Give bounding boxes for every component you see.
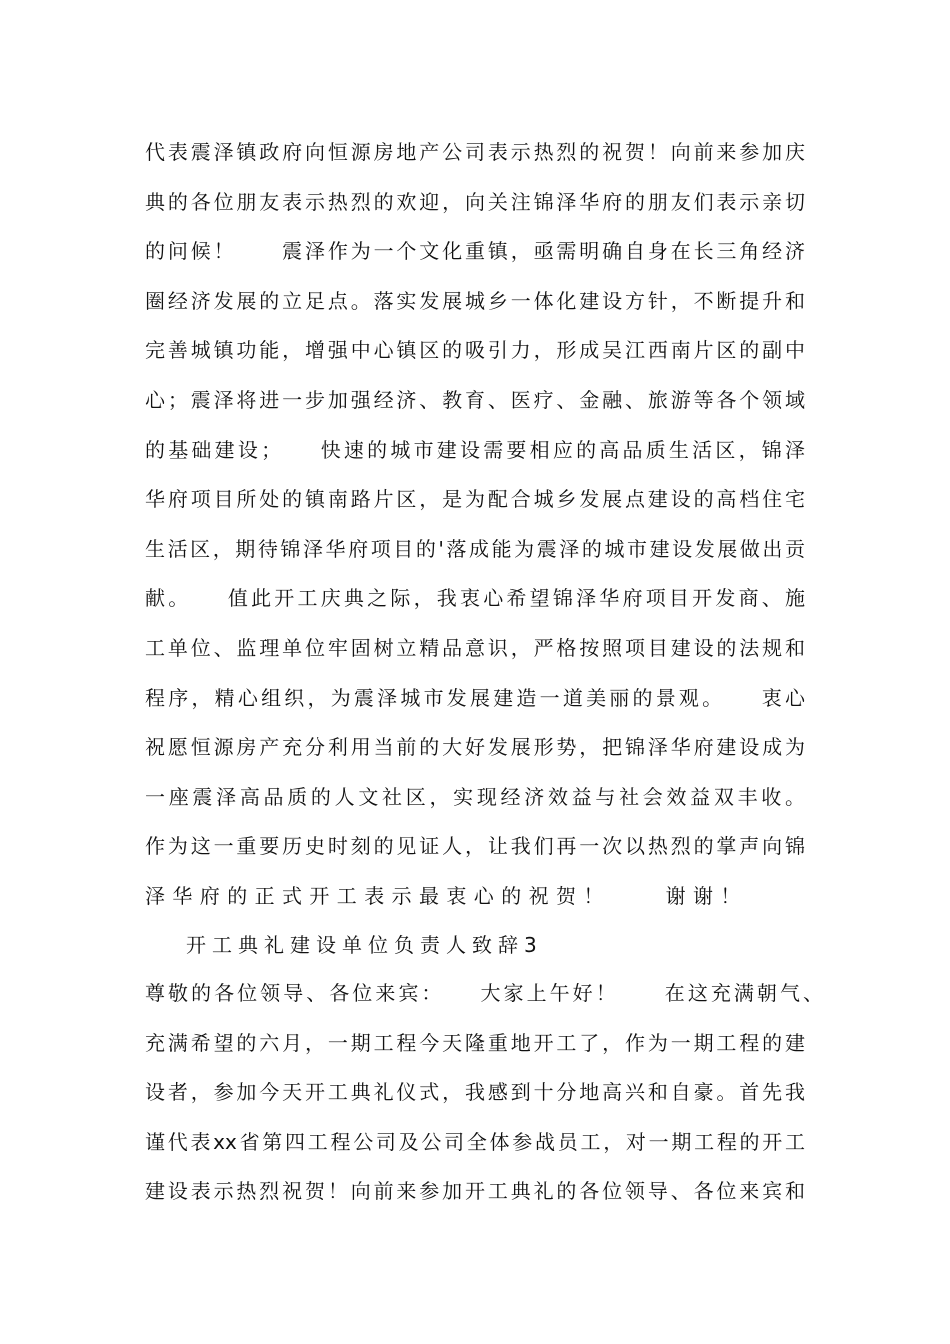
- text-line: 一座震泽高品质的人文社区，实现经济效益与社会效益双丰收。: [145, 784, 805, 809]
- text-line: 祝愿恒源房产充分利用当前的大好发展形势，把锦泽华府建设成为: [145, 735, 805, 760]
- text-line: 充满希望的六月，一期工程今天隆重地开工了，作为一期工程的建: [145, 1030, 805, 1055]
- section-heading: 开工典礼建设单位负责人致辞3: [186, 933, 543, 957]
- text-line: 代表震泽镇政府向恒源房地产公司表示热烈的祝贺！向前来参加庆: [145, 140, 805, 164]
- text-line: 圈经济发展的立足点。落实发展城乡一体化建设方针，不断提升和: [145, 288, 805, 313]
- text-line: 华府项目所处的镇南路片区，是为配合城乡发展点建设的高档住宅: [145, 487, 805, 512]
- text-line: 完善城镇功能，增强中心镇区的吸引力，形成吴江西南片区的副中: [145, 338, 805, 363]
- text-line: 典的各位朋友表示热烈的欢迎，向关注锦泽华府的朋友们表示亲切: [145, 189, 805, 214]
- text-line: 的基础建设； 快速的城市建设需要相应的高品质生活区，锦泽: [145, 437, 805, 462]
- text-line: 工单位、监理单位牢固树立精品意识，严格按照项目建设的法规和: [145, 636, 805, 660]
- text-line: 尊敬的各位领导、各位来宾： 大家上午好！ 在这充满朝气、: [145, 981, 823, 1005]
- text-line: 谨代表xx省第四工程公司及公司全体参战员工，对一期工程的开工: [145, 1129, 805, 1154]
- text-line: 建设表示热烈祝贺！向前来参加开工典礼的各位领导、各位来宾和: [145, 1179, 805, 1204]
- text-line: 生活区，期待锦泽华府项目的'落成能为震泽的城市建设发展做出贡: [145, 536, 805, 561]
- text-line: 程序，精心组织，为震泽城市发展建造一道美丽的景观。 衷心: [145, 685, 805, 710]
- text-line: 心；震泽将进一步加强经济、教育、医疗、金融、旅游等各个领域: [145, 388, 805, 412]
- text-line: 设者，参加今天开工典礼仪式，我感到十分地高兴和自豪。首先我: [145, 1080, 805, 1105]
- text-line: 泽华府的正式开工表示最衷心的祝贺！ 谢谢！: [145, 884, 748, 908]
- text-line: 作为这一重要历史时刻的见证人，让我们再一次以热烈的掌声向锦: [145, 834, 805, 859]
- text-line: 献。 值此开工庆典之际，我衷心希望锦泽华府项目开发商、施: [145, 586, 805, 611]
- text-line: 的问候！ 震泽作为一个文化重镇，亟需明确自身在长三角经济: [145, 239, 805, 264]
